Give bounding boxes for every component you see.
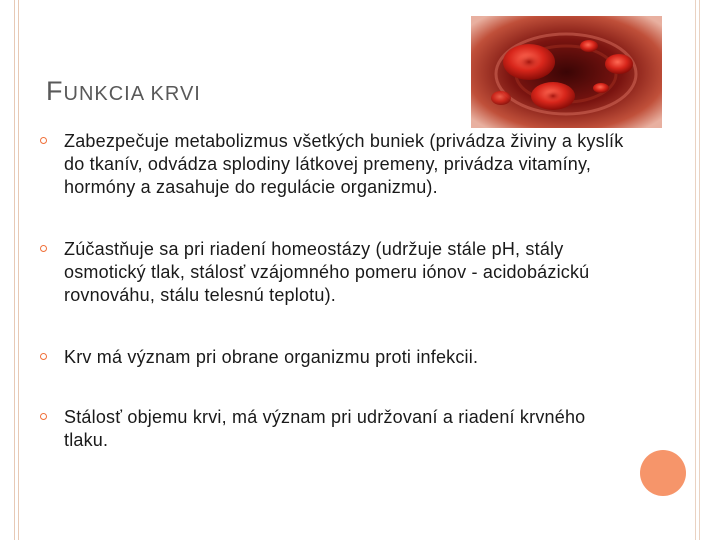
bullet-text: Zabezpečuje metabolizmus všetkých buniek (privádza živiny a kyslík do tkanív, odvádza splodiny látkovej premeny, privádza vitamíny, hormóny a zasahuje do regulácie organizmu). <box>64 131 624 197</box>
bullet-circle-icon <box>40 137 47 144</box>
bullet-text: Krv má význam pri obrane organizmu proti infekcii. <box>64 347 479 367</box>
blood-cells-image <box>471 16 662 128</box>
decorative-circle <box>640 450 686 496</box>
bullet-circle-icon <box>40 353 47 360</box>
right-frame-line <box>695 0 696 540</box>
title-first-letter: F <box>46 76 64 106</box>
left-frame-line <box>14 0 15 540</box>
bullet-circle-icon <box>40 245 47 252</box>
left-frame-line-inner <box>18 0 19 540</box>
blood-cells-illustration <box>471 16 662 128</box>
title-rest: UNKCIA KRVI <box>63 83 201 105</box>
slide-title <box>46 76 201 107</box>
right-frame-line-inner <box>699 0 700 540</box>
bullet-text: Stálosť objemu krvi, má význam pri udržovaní a riadení krvného tlaku. <box>64 407 586 450</box>
bullet-text: Zúčastňuje sa pri riadení homeostázy (udržuje stále pH, stály osmotický tlak, stálosť vzájomného pomeru iónov - acidobázickú rovnováhu, stálu telesnú teplotu). <box>64 239 590 305</box>
bullet-circle-icon <box>40 413 47 420</box>
